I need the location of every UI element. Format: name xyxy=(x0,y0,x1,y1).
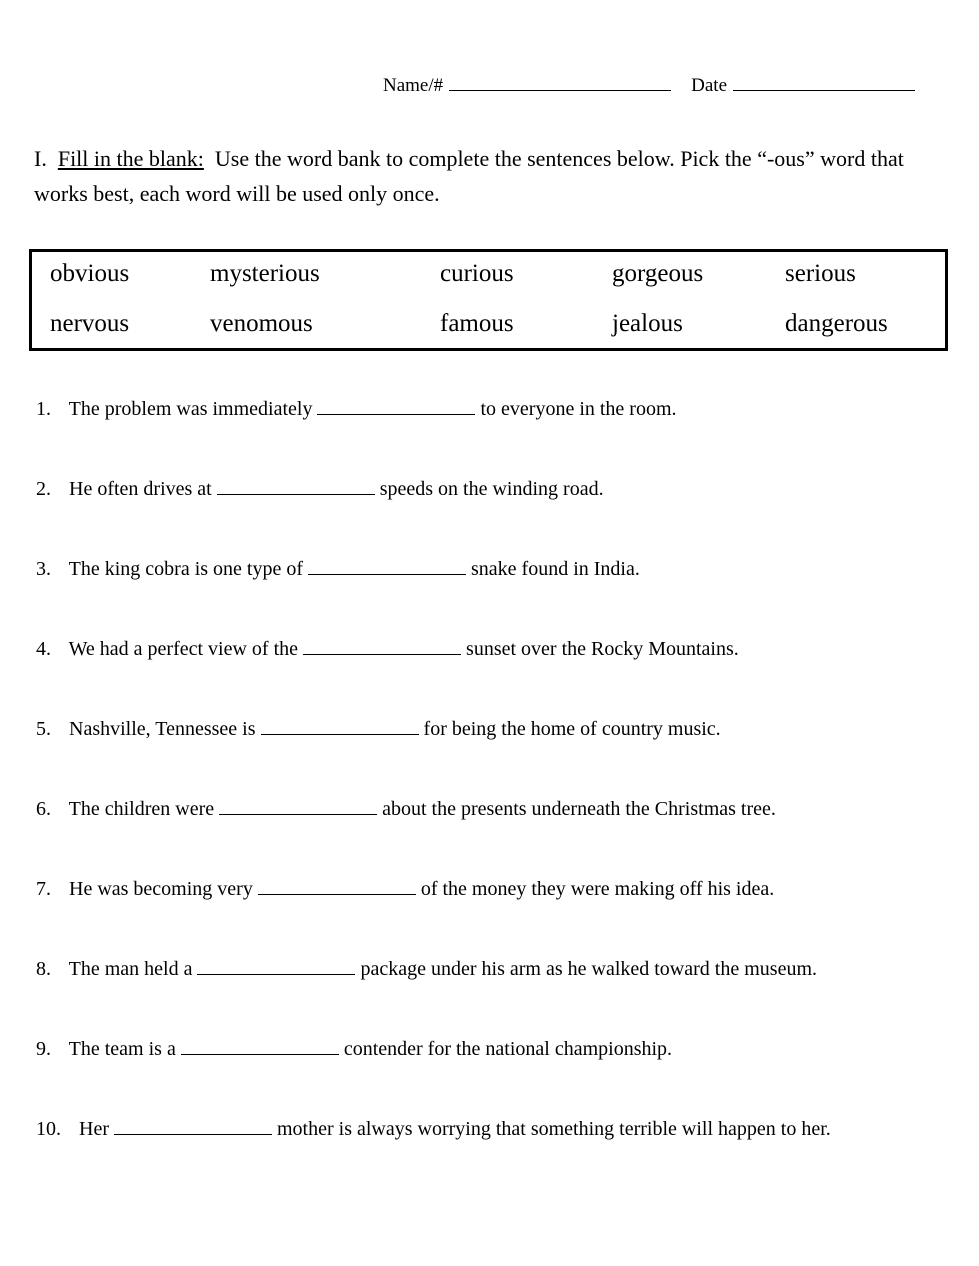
instructions-text: Use the word bank to complete the sentences below. Pick the “-ous” word that works best, each word will be used only once. xyxy=(34,146,904,206)
question-number: 4. xyxy=(36,638,51,660)
question-text-before: The man held a xyxy=(68,958,193,980)
date-field[interactable] xyxy=(733,74,915,91)
question-text-before: He was becoming very xyxy=(69,878,253,900)
question-text-before: The king cobra is one type of xyxy=(68,558,304,580)
question-number: 2. xyxy=(36,478,51,500)
question-text-before: The children were xyxy=(68,798,215,820)
word-bank-word: venomous xyxy=(210,310,313,337)
question-number: 6. xyxy=(36,798,51,820)
section-number: I. xyxy=(34,146,47,171)
answer-blank[interactable] xyxy=(181,1039,339,1055)
question-text-after: of the money they were making off his idea. xyxy=(420,878,775,900)
question-number: 7. xyxy=(36,878,51,900)
question-text-after: package under his arm as he walked toward the museum. xyxy=(360,958,817,980)
question-item xyxy=(36,798,966,878)
word-bank-word: dangerous xyxy=(785,310,888,337)
question-number: 1. xyxy=(36,398,51,420)
question-item xyxy=(36,558,966,638)
word-bank-word: obvious xyxy=(50,260,130,287)
question-text-before: Her xyxy=(79,1118,109,1140)
word-bank-word: mysterious xyxy=(210,260,320,287)
question-number: 8. xyxy=(36,958,51,980)
question-item xyxy=(36,398,966,478)
question-text-before: The problem was immediately xyxy=(68,398,313,420)
word-bank-word: famous xyxy=(440,310,514,337)
question-number: 5. xyxy=(36,718,51,740)
date-label: Date xyxy=(691,75,728,96)
answer-blank[interactable] xyxy=(217,479,375,495)
answer-blank[interactable] xyxy=(219,799,377,815)
word-bank-word: serious xyxy=(785,260,856,287)
question-list xyxy=(36,398,966,1198)
word-bank xyxy=(29,249,948,351)
question-text-after: contender for the national championship. xyxy=(343,1038,673,1060)
question-text-after: snake found in India. xyxy=(471,558,640,580)
question-item xyxy=(36,1038,966,1118)
question-number: 3. xyxy=(36,558,51,580)
word-bank-word: nervous xyxy=(50,310,130,337)
name-field[interactable] xyxy=(449,74,671,91)
question-item xyxy=(36,638,966,718)
answer-blank[interactable] xyxy=(303,639,461,655)
name-date-header xyxy=(383,74,915,97)
question-number: 9. xyxy=(36,1038,51,1060)
instructions xyxy=(34,141,934,211)
question-text-after: for being the home of country music. xyxy=(423,718,721,740)
answer-blank[interactable] xyxy=(308,559,466,575)
question-text-after: sunset over the Rocky Mountains. xyxy=(466,638,739,660)
word-bank-word: gorgeous xyxy=(612,260,704,287)
question-text-after: mother is always worrying that something terrible will happen to her. xyxy=(276,1118,831,1140)
answer-blank[interactable] xyxy=(317,399,475,415)
question-text-before: He often drives at xyxy=(69,478,212,500)
name-label: Name/# xyxy=(383,75,444,96)
question-text-before: The team is a xyxy=(68,1038,176,1060)
section-heading: Fill in the blank: xyxy=(57,146,204,171)
question-text-after: speeds on the winding road. xyxy=(379,478,604,500)
question-text-after: to everyone in the room. xyxy=(480,398,677,420)
word-bank-word: jealous xyxy=(612,310,683,337)
question-text-before: Nashville, Tennessee is xyxy=(69,718,256,740)
question-text-before: We had a perfect view of the xyxy=(68,638,299,660)
question-text-after: about the presents underneath the Christmas tree. xyxy=(382,798,776,820)
question-item xyxy=(36,718,966,798)
answer-blank[interactable] xyxy=(197,959,355,975)
answer-blank[interactable] xyxy=(261,719,419,735)
question-item xyxy=(36,958,966,1038)
answer-blank[interactable] xyxy=(258,879,416,895)
answer-blank[interactable] xyxy=(114,1119,272,1135)
question-item xyxy=(36,878,966,958)
question-number: 10. xyxy=(36,1118,61,1140)
question-item xyxy=(36,1118,966,1198)
word-bank-word: curious xyxy=(440,260,514,287)
question-item xyxy=(36,478,966,558)
